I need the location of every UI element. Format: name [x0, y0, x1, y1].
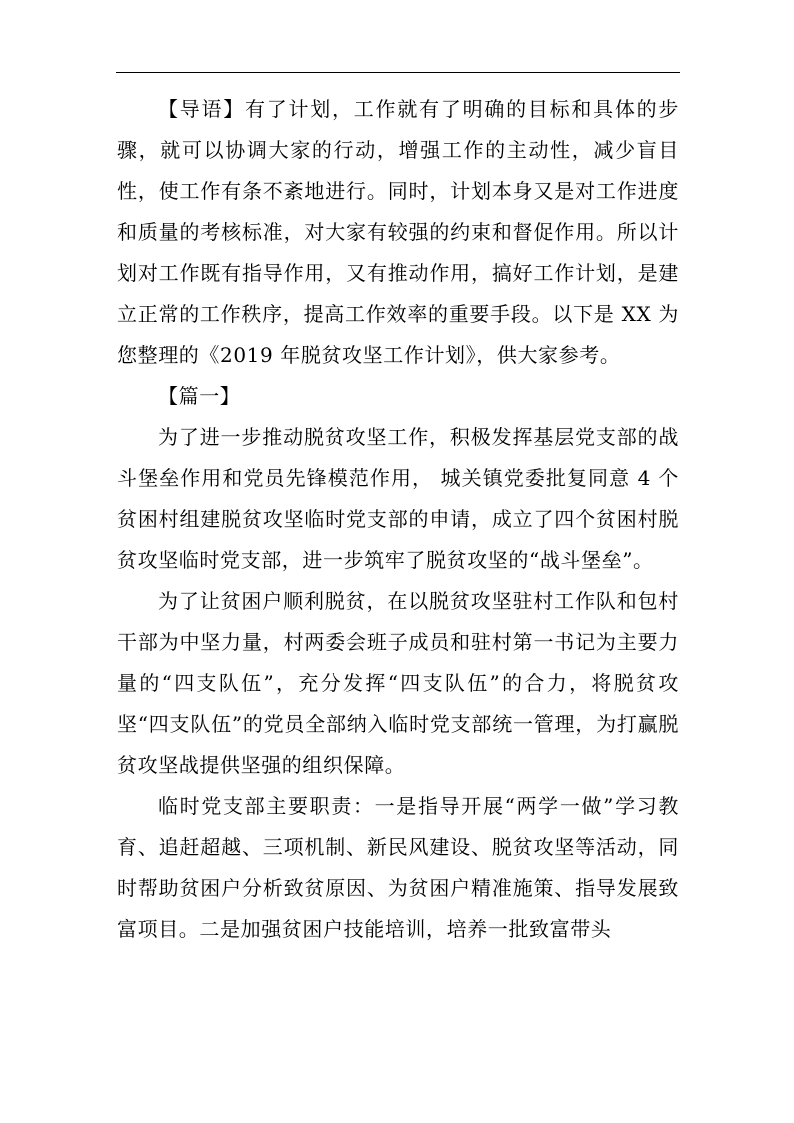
- header-rule: [116, 72, 680, 73]
- section-title: 【篇一】: [158, 384, 241, 408]
- intro-paragraph: 【导语】有了计划，工作就有了明确的目标和具体的步骤，就可以协调大家的行动，增强工作的主动性，减少盲目性，使工作有条不紊地进行。同时，计划本身又是对工作进度和质量的考核标准，对大家有较强的约束和督促作用。所以计划对工作既有指导作用，又有推动作用，搞好工作计划，是建立正常的工作秩序，提高工作效率的重要手段。以下是 XX 为您整理的《2019 年脱贫攻坚工作计划》，供大家参考。: [117, 97, 679, 367]
- body-paragraph-3: 临时党支部主要职责：一是指导开展“两学一做”学习教育、追赶超越、三项机制、新民风建设、脱贫攻坚等活动，同时帮助贫困户分析致贫原因、为贫困户精准施策、指导发展致富项目。二是加强贫困户技能培训，培养一批致富带头: [117, 794, 679, 941]
- document-body: [117, 89, 679, 950]
- body-paragraph-2: 为了让贫困户顺利脱贫，在以脱贫攻坚驻村工作队和包村干部为中坚力量，村两委会班子成员和驻村第一书记为主要力量的“四支队伍”，充分发挥“四支队伍”的合力，将脱贫攻坚“四支队伍”的党员全部纳入临时党支部统一管理，为打赢脱贫攻坚战提供坚强的组织保障。: [117, 589, 679, 777]
- body-paragraph-1: 为了进一步推动脱贫攻坚工作，积极发挥基层党支部的战斗堡垒作用和党员先锋模范作用， 城关镇党委批复同意 4 个贫困村组建脱贫攻坚临时党支部的申请，成立了四个贫困村脱贫攻坚临时党支部，进一步筑牢了脱贫攻坚的“战斗堡垒”。: [117, 425, 679, 572]
